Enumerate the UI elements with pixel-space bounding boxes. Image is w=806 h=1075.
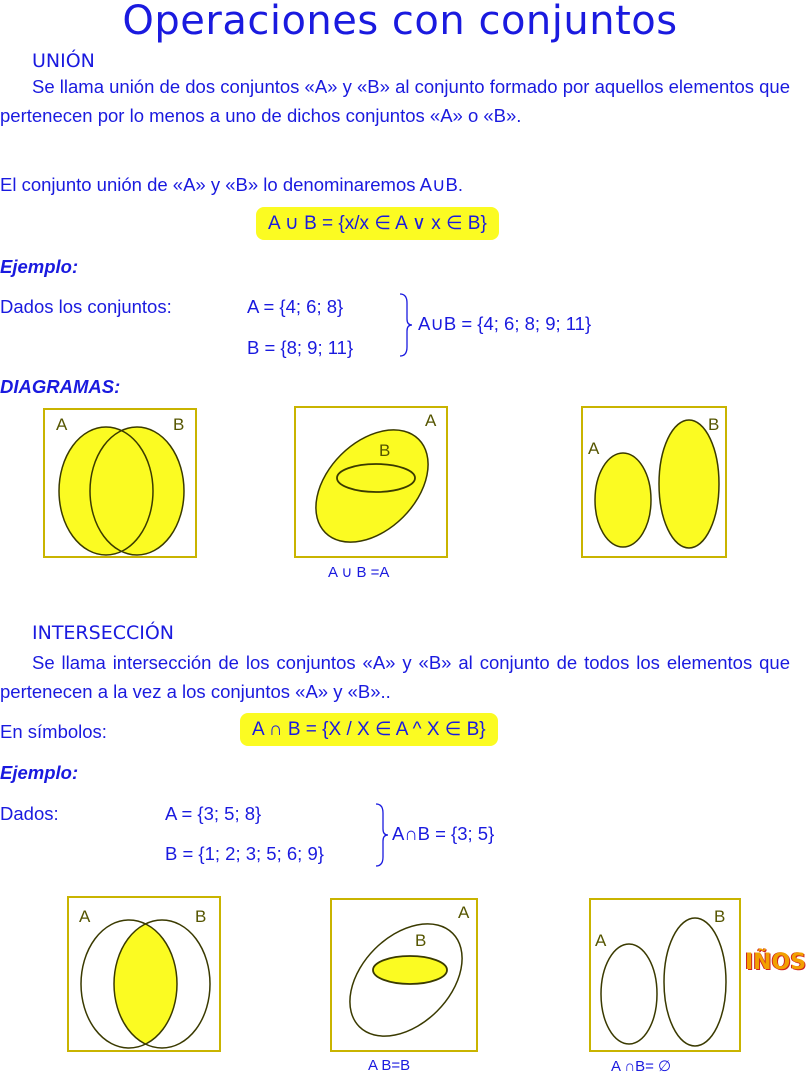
intersection-set-b: B = {1; 2; 3; 5; 6; 9} bbox=[165, 843, 324, 864]
intersection-diagram-overlap bbox=[67, 896, 221, 1052]
union-formula: A ∪ B = {x/x ∈ A ∨ x ∈ B} bbox=[256, 207, 499, 240]
union-example-intro: Dados los conjuntos: bbox=[0, 296, 172, 317]
label-a: A bbox=[425, 411, 437, 430]
union-diagram-overlap bbox=[43, 408, 197, 558]
intersection-diagram-subset bbox=[330, 898, 478, 1052]
union-heading: UNIÓN bbox=[32, 50, 95, 72]
label-b: B bbox=[714, 907, 726, 926]
intersection-definition: Se llama intersección de los conjuntos «A» y «B» al conjunto de todos los elementos que pertenecen a la vez a los conjuntos «A» y «B».. bbox=[0, 652, 790, 702]
intersection-result: A∩B = {3; 5} bbox=[392, 823, 495, 844]
union-naming: El conjunto unión de «A» y «B» lo denominaremos A∪B. bbox=[0, 174, 463, 195]
label-b: B bbox=[708, 415, 720, 434]
intersection-symbols-label: En símbolos: bbox=[0, 721, 107, 742]
diagrams-label: DIAGRAMAS: bbox=[0, 376, 121, 397]
intersection-set-a: A = {3; 5; 8} bbox=[165, 803, 262, 824]
label-b: B bbox=[415, 931, 427, 950]
union-set-b: B = {8; 9; 11} bbox=[247, 337, 354, 358]
intersection-diagram-disjoint bbox=[589, 898, 741, 1052]
intersection-formula: A ∩ B = {X / X ∈ A ^ X ∈ B} bbox=[240, 713, 498, 746]
union-definition: Se llama unión de dos conjuntos «A» y «B» al conjunto formado por aquellos elementos que pertenecen por lo menos a uno de dichos conjuntos «A» o «B». bbox=[0, 76, 790, 126]
intersection-caption-disjoint: A ∩B= ∅ bbox=[611, 1058, 672, 1075]
union-brace bbox=[398, 293, 414, 357]
intersection-example-intro: Dados: bbox=[0, 803, 59, 824]
union-result: A∪B = {4; 6; 8; 9; 11} bbox=[418, 313, 592, 334]
label-a: A bbox=[588, 439, 600, 458]
intersection-example-label: Ejemplo: bbox=[0, 762, 79, 783]
label-a: A bbox=[56, 415, 68, 434]
union-diagram-disjoint bbox=[581, 406, 727, 558]
intersection-heading: INTERSECCIÓN bbox=[32, 622, 174, 644]
intersection-brace bbox=[374, 803, 390, 867]
label-a: A bbox=[458, 903, 470, 922]
label-a: A bbox=[79, 907, 91, 926]
label-a: A bbox=[595, 931, 607, 950]
watermark-logo: IÑOS bbox=[745, 950, 806, 975]
union-diagram-subset bbox=[294, 406, 448, 558]
union-example-label: Ejemplo: bbox=[0, 256, 79, 277]
page-title: Operaciones con conjuntos bbox=[122, 0, 678, 44]
label-b: B bbox=[173, 415, 185, 434]
union-diagram-caption: A ∪ B =A bbox=[328, 564, 390, 581]
label-b: B bbox=[379, 441, 391, 460]
intersection-caption-subset: A B=B bbox=[368, 1057, 411, 1074]
union-set-a: A = {4; 6; 8} bbox=[247, 296, 344, 317]
label-b: B bbox=[195, 907, 207, 926]
